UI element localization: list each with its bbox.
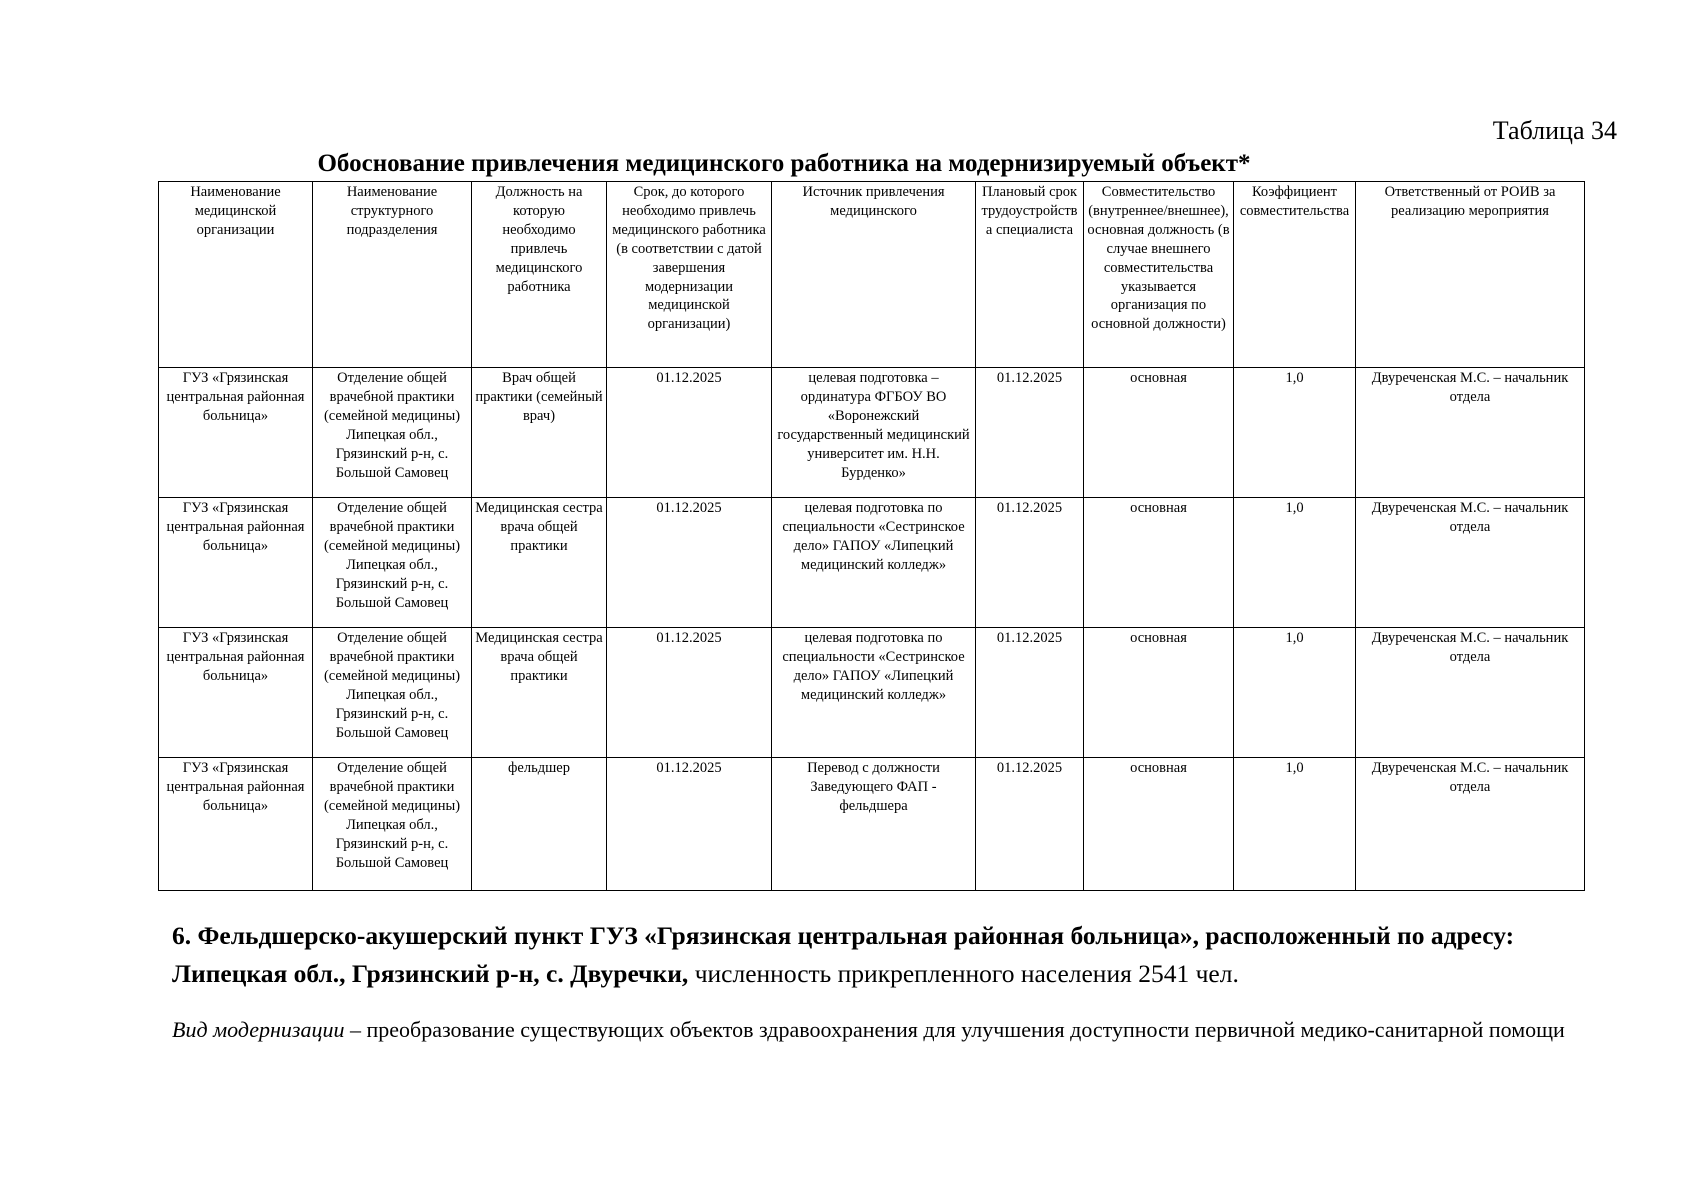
column-header-source: Источник привлечения медицинского bbox=[772, 182, 976, 368]
cell-position: фельдшер bbox=[472, 758, 607, 891]
column-header-coefficient: Коэффициент совместительства bbox=[1234, 182, 1356, 368]
cell-responsible: Двуреченская М.С. – начальник отдела bbox=[1356, 758, 1585, 891]
cell-responsible: Двуреченская М.С. – начальник отдела bbox=[1356, 498, 1585, 628]
cell-department: Отделение общей врачебной практики (семейной медицины) Липецкая обл., Грязинский р-н, с. Большой Самовец bbox=[313, 368, 472, 498]
column-header-responsible: Ответственный от РОИВ за реализацию мероприятия bbox=[1356, 182, 1585, 368]
column-header-combination: Совместительство (внутреннее/внешнее), основная должность (в случае внешнего совместительства указывается организация по основной должности) bbox=[1084, 182, 1234, 368]
cell-department: Отделение общей врачебной практики (семейной медицины) Липецкая обл., Грязинский р-н, с. Большой Самовец bbox=[313, 758, 472, 891]
table-title: Обоснование привлечения медицинского работника на модернизируемый объект* bbox=[317, 150, 1251, 177]
cell-combination: основная bbox=[1084, 368, 1234, 498]
cell-planned-date: 01.12.2025 bbox=[976, 498, 1084, 628]
cell-position: Врач общей практики (семейный врач) bbox=[472, 368, 607, 498]
table-row bbox=[159, 368, 1585, 498]
modernization-paragraph bbox=[172, 1013, 1582, 1046]
column-header-planned-date: Плановый срок трудоустройства специалиста bbox=[976, 182, 1084, 368]
cell-organization: ГУЗ «Грязинская центральная районная больница» bbox=[159, 628, 313, 758]
cell-department: Отделение общей врачебной практики (семейной медицины) Липецкая обл., Грязинский р-н, с. Большой Самовец bbox=[313, 628, 472, 758]
cell-combination: основная bbox=[1084, 498, 1234, 628]
modernization-label: Вид модернизации bbox=[172, 1017, 345, 1042]
cell-organization: ГУЗ «Грязинская центральная районная больница» bbox=[159, 758, 313, 891]
cell-planned-date: 01.12.2025 bbox=[976, 758, 1084, 891]
cell-department: Отделение общей врачебной практики (семейной медицины) Липецкая обл., Грязинский р-н, с. Большой Самовец bbox=[313, 498, 472, 628]
cell-deadline: 01.12.2025 bbox=[607, 628, 772, 758]
column-header-deadline: Срок, до которого необходимо привлечь медицинского работника (в соответствии с датой завершения модернизации медицинской организации) bbox=[607, 182, 772, 368]
section-heading bbox=[172, 917, 1582, 993]
cell-combination: основная bbox=[1084, 758, 1234, 891]
table-number-label: Таблица 34 bbox=[1492, 116, 1617, 145]
table-row bbox=[159, 758, 1585, 891]
cell-deadline: 01.12.2025 bbox=[607, 368, 772, 498]
cell-planned-date: 01.12.2025 bbox=[976, 368, 1084, 498]
cell-source: целевая подготовка по специальности «Сестринское дело» ГАПОУ «Липецкий медицинский колледж» bbox=[772, 628, 976, 758]
section-heading-bold: 6. Фельдшерско-акушерский пункт ГУЗ «Грязинская центральная районная больница», расположенный по адресу: Липецкая обл., Грязинский р-н, с. Двуречки, bbox=[172, 921, 1515, 988]
cell-combination: основная bbox=[1084, 628, 1234, 758]
cell-coefficient: 1,0 bbox=[1234, 758, 1356, 891]
cell-position: Медицинская сестра врача общей практики bbox=[472, 628, 607, 758]
cell-source: целевая подготовка по специальности «Сестринское дело» ГАПОУ «Липецкий медицинский колледж» bbox=[772, 498, 976, 628]
cell-coefficient: 1,0 bbox=[1234, 498, 1356, 628]
staffing-table bbox=[158, 181, 1585, 891]
table-row bbox=[159, 498, 1585, 628]
cell-position: Медицинская сестра врача общей практики bbox=[472, 498, 607, 628]
cell-source: целевая подготовка – ординатура ФГБОУ ВО «Воронежский государственный медицинский университет им. Н.Н. Бурденко» bbox=[772, 368, 976, 498]
modernization-text: – преобразование существующих объектов здравоохранения для улучшения доступности первичной медико-санитарной помощи bbox=[344, 1017, 1565, 1042]
column-header-organization: Наименование медицинской организации bbox=[159, 182, 313, 368]
cell-coefficient: 1,0 bbox=[1234, 628, 1356, 758]
section-heading-population: численность прикрепленного населения 2541 чел. bbox=[688, 959, 1239, 988]
cell-organization: ГУЗ «Грязинская центральная районная больница» bbox=[159, 368, 313, 498]
cell-deadline: 01.12.2025 bbox=[607, 498, 772, 628]
cell-coefficient: 1,0 bbox=[1234, 368, 1356, 498]
table-header-row bbox=[159, 182, 1585, 368]
cell-source: Перевод с должности Заведующего ФАП - фельдшера bbox=[772, 758, 976, 891]
column-header-position: Должность на которую необходимо привлечь медицинского работника bbox=[472, 182, 607, 368]
cell-responsible: Двуреченская М.С. – начальник отдела bbox=[1356, 628, 1585, 758]
cell-planned-date: 01.12.2025 bbox=[976, 628, 1084, 758]
table-row bbox=[159, 628, 1585, 758]
cell-responsible: Двуреченская М.С. – начальник отдела bbox=[1356, 368, 1585, 498]
cell-deadline: 01.12.2025 bbox=[607, 758, 772, 891]
cell-organization: ГУЗ «Грязинская центральная районная больница» bbox=[159, 498, 313, 628]
column-header-department: Наименование структурного подразделения bbox=[313, 182, 472, 368]
